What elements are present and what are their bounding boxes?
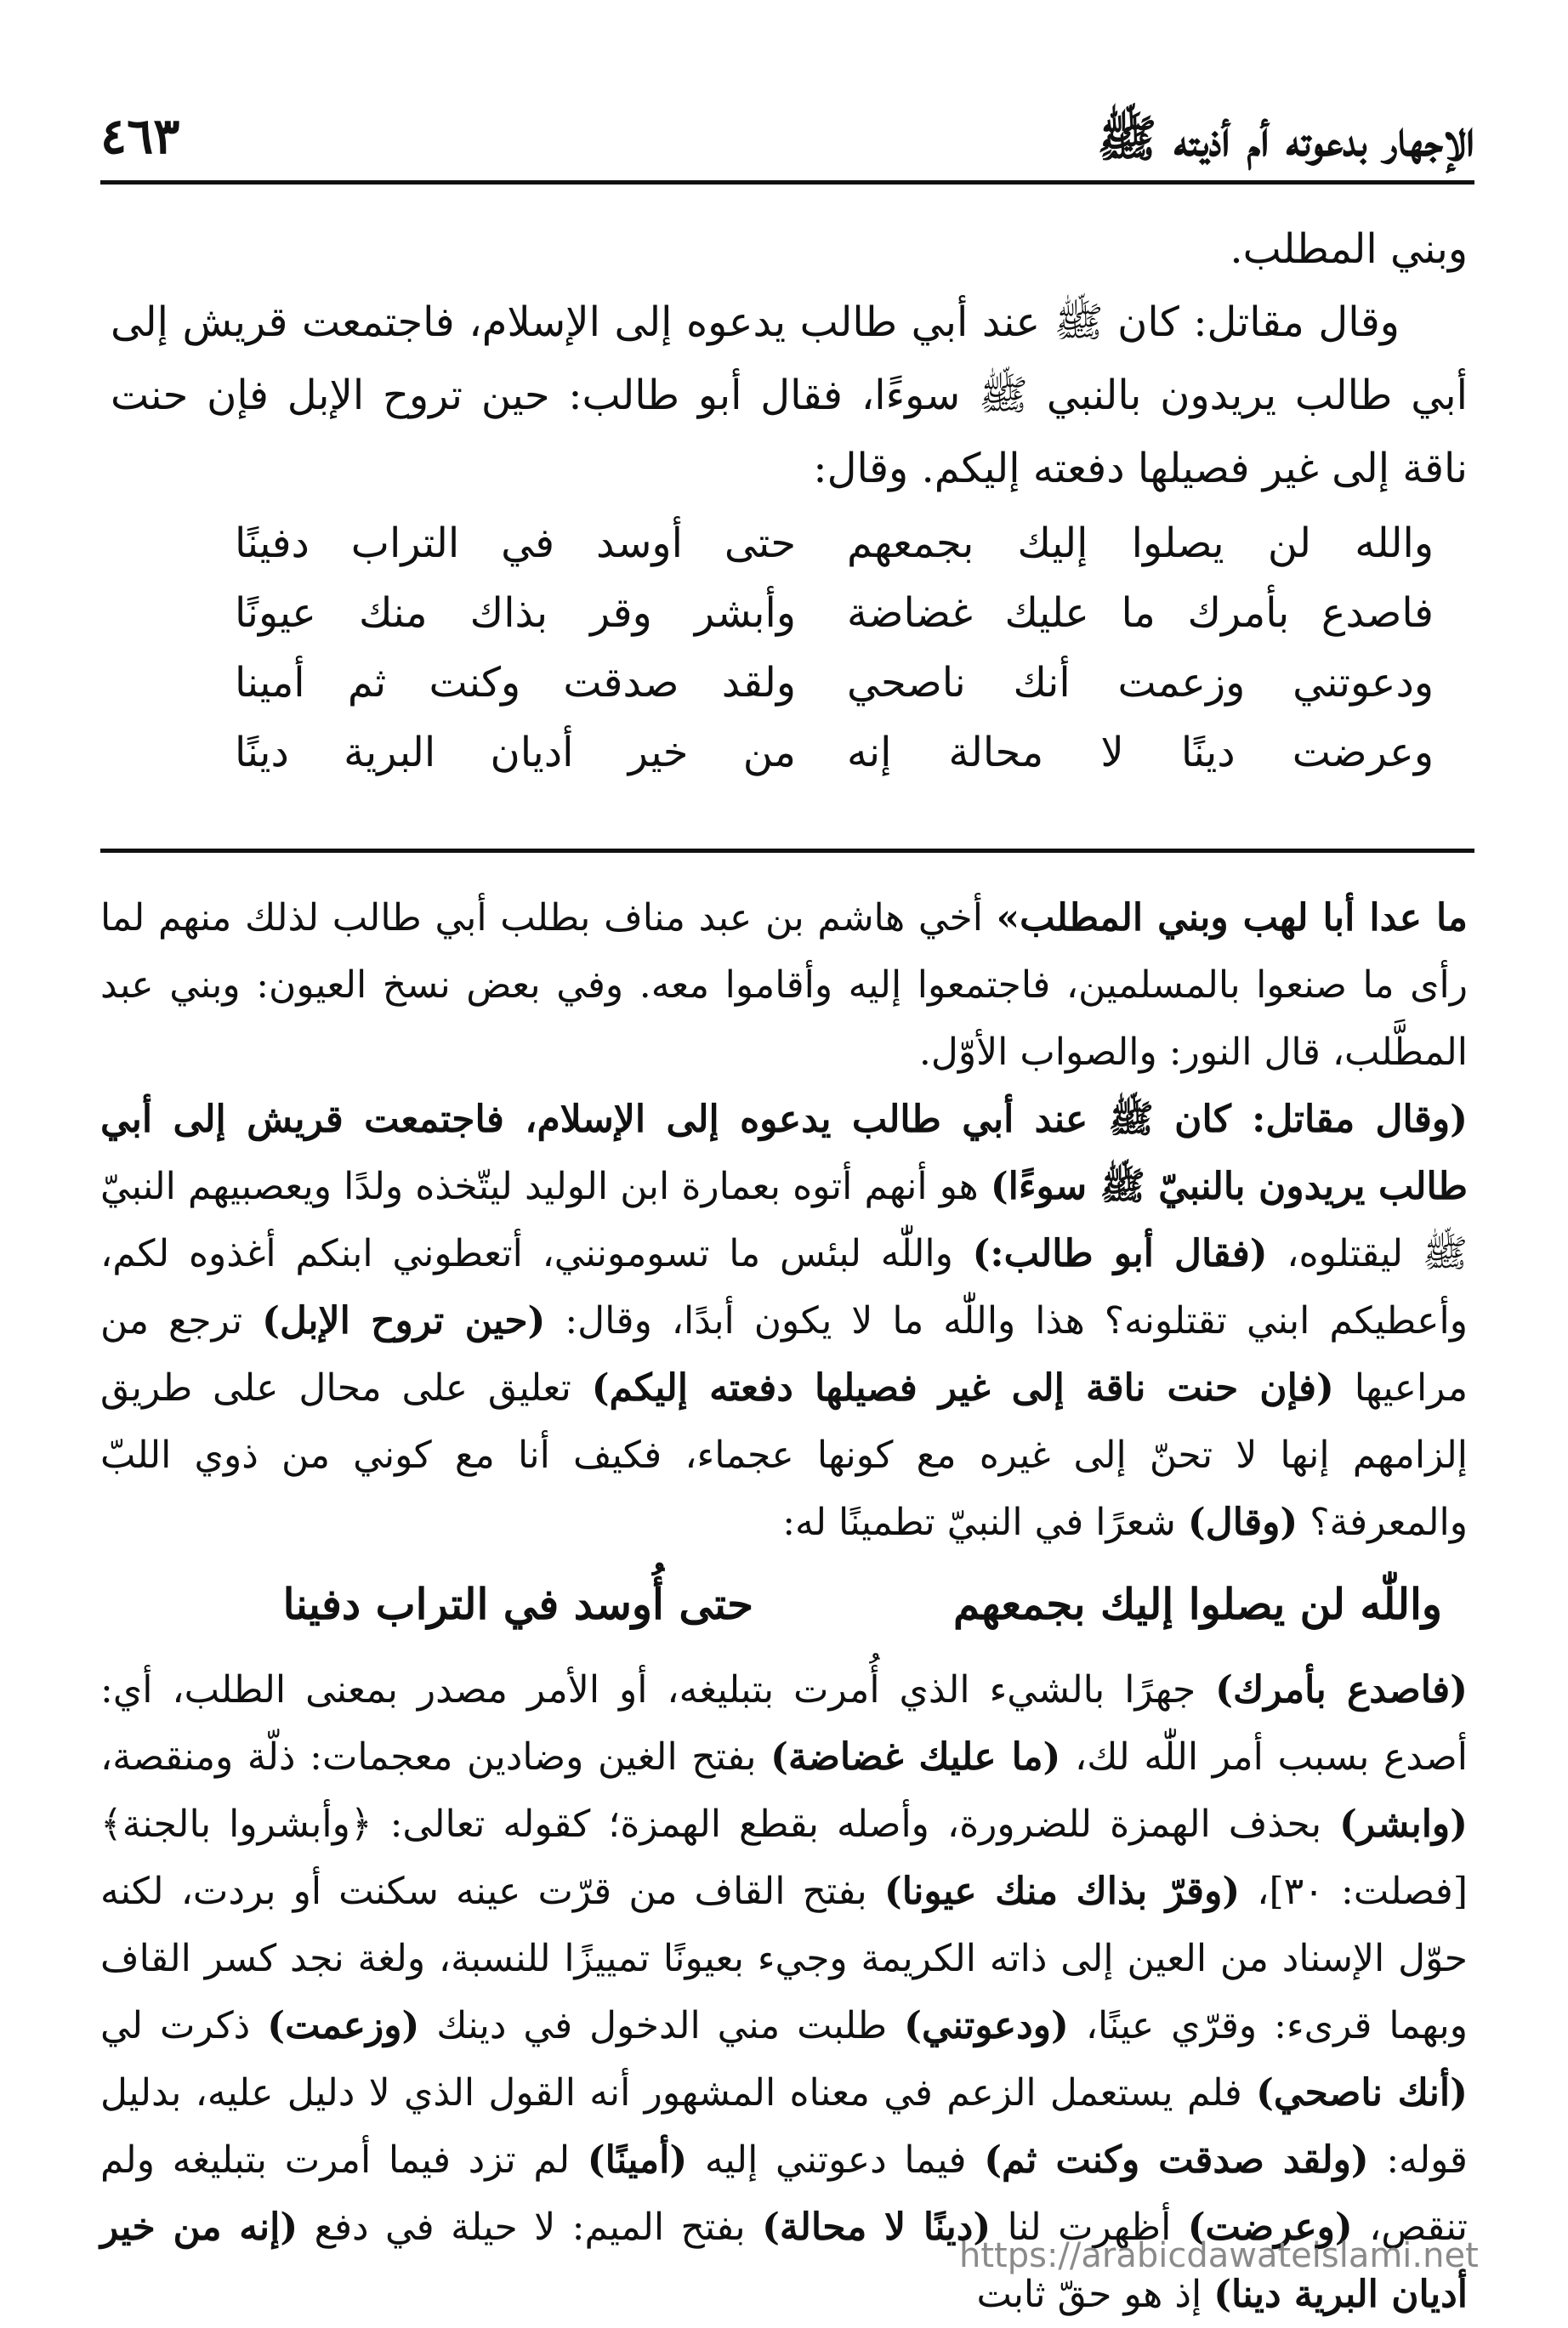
commentary-text: بحذف الهمزة للضرورة، وأصله بقطع الهمزة؛ كقوله تعالى: ﴿وأبشروا بالجنة﴾ [فصلت: ٣٠]، (100, 1803, 1469, 1913)
running-header (100, 100, 1474, 177)
verse-second-hemistich: من خير أديان البرية دينًا (235, 729, 796, 776)
commentary-text: تعليق على محال على طريق إلزامهم إنها لا تحنّ إلى غيره مع كونها عجماء، فكيف أنا مع كوني من ذوي اللبّ والمعرفة؟ (100, 1366, 1468, 1544)
quoted-phrase: (أمينًا) (587, 2138, 688, 2182)
main-paragraph: وقال مقاتل: كان ﷺ عند أبي طالب يدعوه إلى الإسلام، فاجتمعت قريش إلى أبي طالب يريدون بالنبي ﷺ سوءًا، فقال أبو طالب: حين تروح الإبل فإن حنت ناقة إلى غير فصيلها دفعته إليكم. وقال: (111, 298, 1468, 492)
opening-line: وبني المطلب. (1230, 225, 1468, 273)
quoted-phrase: (ودعوتني) (904, 2004, 1069, 2047)
quoted-phrase: (إنه من خير أديان البرية دينا) (100, 2206, 1468, 2316)
verse-first-hemistich: واللّٰه لن يصلوا إليك بجمعهم (953, 1578, 1442, 1629)
poem-verse (111, 718, 1468, 787)
commentary-text: هو أنهم أتوه بعمارة ابن الوليد ليتّخذه ولدًا ويعصبيهم النبيّ ﷺ ليقتلوه، (100, 1165, 1468, 1275)
quoted-phrase: (وقرّ بذاك منك عيونا) (883, 1870, 1241, 1913)
page-number: ٤٦٣ (100, 107, 180, 165)
header-rule (100, 180, 1474, 185)
commentary-text: أظهرت لنا (1007, 2206, 1172, 2249)
commentary-paragraph (100, 1086, 1468, 1556)
section-divider (100, 849, 1474, 853)
quoted-phrase: (فقال أبو طالب:) (972, 1232, 1268, 1275)
quoted-phrase: (ولقد صدقت وكنت ثم) (984, 2138, 1369, 2182)
poem (111, 508, 1468, 787)
quoted-phrase: ما عدا أبا لهب وبني المطلب» (996, 896, 1468, 940)
commentary-text: بفتح الميم: لا حيلة في دفع (314, 2206, 746, 2249)
quoted-phrase: (فإن حنت ناقة إلى غير فصيلها دفعته إليكم) (591, 1366, 1334, 1410)
quoted-phrase: (دينًا لا محالة) (762, 2206, 991, 2249)
quoted-phrase: (وقال) (1187, 1501, 1298, 1544)
commentary-text: شعرًا في النبيّ تطمينًا له: (782, 1501, 1176, 1544)
header-title: الإجهار بدعوته أم أذيته ﷺ (1097, 110, 1474, 168)
quoted-phrase: (وقال مقاتل: كان ﷺ عند أبي طالب يدعوه إلى الإسلام، فاجتمعت قريش إلى أبي طالب يريدون بالنبيّ ﷺ سوءًا) (100, 1098, 1468, 1208)
commentary-text: فيما دعوتني إليه (704, 2138, 967, 2182)
quoted-phrase: (فاصدع بأمرك) (1215, 1668, 1468, 1712)
verse-first-hemistich: ودعوتني وزعمت أنك ناصحي (847, 659, 1434, 707)
commentary-section (100, 884, 1469, 2316)
quoted-phrase: (ما عليك غضاضة) (770, 1735, 1061, 1779)
verse-second-hemistich: حتى أوسد في التراب دفينًا (235, 520, 796, 567)
commentary-text: بفتح القاف من قرّت عينه سكنت أو بردت، لكنه حوّل الإسناد من العين إلى ذاته الكريمة وجيء بعيونًا تمييزًا للنسبة، ولغة نجد كسر القاف وبهما قرىء: وقرّي عينًا، (100, 1870, 1468, 2047)
quoted-phrase: (أنك ناصحي) (1256, 2071, 1468, 2115)
commentary-text: ترجع من مراعيها (100, 1299, 1469, 1410)
commentary-text: جهرًا بالشيء الذي أُمرت بتبليغه، أو الأمر مصدر بمعنى الطلب، أي: أصدع بسبب أمر اللّٰه لك، (100, 1668, 1468, 1779)
commentary-paragraph (100, 1656, 1468, 2328)
commentary-text: أخي هاشم بن عبد مناف بطلب أبي طالب لذلك منهم لما رأى ما صنعوا بالمسلمين، فاجتمعوا إليه وأقاموا معه. وفي بعض نسخ العيون: وبني عبد المطَّلب، قال النور: والصواب الأوّل. (100, 896, 1468, 1074)
commentary-verse (100, 1561, 1468, 1646)
quoted-phrase: (وزعمت) (267, 2004, 420, 2047)
commentary-text: طلبت مني الدخول في دينك (436, 2004, 888, 2047)
main-text (111, 213, 1468, 833)
commentary-text: لم تزد فيما أمرت بتبليغه ولم تنقص، (100, 2138, 1468, 2249)
poem-verse (111, 648, 1468, 718)
verse-second-hemistich: حتى أُوسد في التراب دفينا (282, 1578, 753, 1629)
quoted-phrase: (وابشر) (1339, 1803, 1468, 1846)
poem-verse (111, 508, 1468, 578)
verse-second-hemistich: ولقد صدقت وكنت ثم أمينا (235, 659, 796, 707)
poem-verse (111, 578, 1468, 648)
commentary-text: فلم يستعمل الزعم في معناه المشهور أنه القول الذي لا دليل عليه، بدليل قوله: (100, 2071, 1468, 2182)
commentary-text: ذكرت لي (100, 2004, 251, 2047)
commentary-text: بفتح الغين وضادين معجمات: ذلّة ومنقصة، (100, 1735, 757, 1779)
verse-first-hemistich: فاصدع بأمرك ما عليك غضاضة (847, 589, 1434, 637)
verse-first-hemistich: والله لن يصلوا إليك بجمعهم (847, 520, 1434, 567)
commentary-text: واللّٰه لبئس ما تسومونني، أتعطوني ابنكم أغذوه لكم، وأعطيكم ابني تقتلونه؟ هذا واللّٰه ما لا يكون أبدًا، وقال: (100, 1232, 1469, 1343)
verse-first-hemistich: وعرضت دينًا لا محالة إنه (847, 729, 1434, 776)
verse-second-hemistich: وأبشر وقر بذاك منك عيونًا (235, 589, 796, 637)
quoted-phrase: (وعرضت) (1187, 2206, 1353, 2249)
watermark: https://arabicdawateislami.net (959, 2236, 1479, 2275)
commentary-text: إذ هو حقّ ثابت (976, 2273, 1202, 2316)
commentary-paragraph (100, 884, 1468, 1086)
quoted-phrase: (حين تروح الإبل) (262, 1299, 546, 1343)
